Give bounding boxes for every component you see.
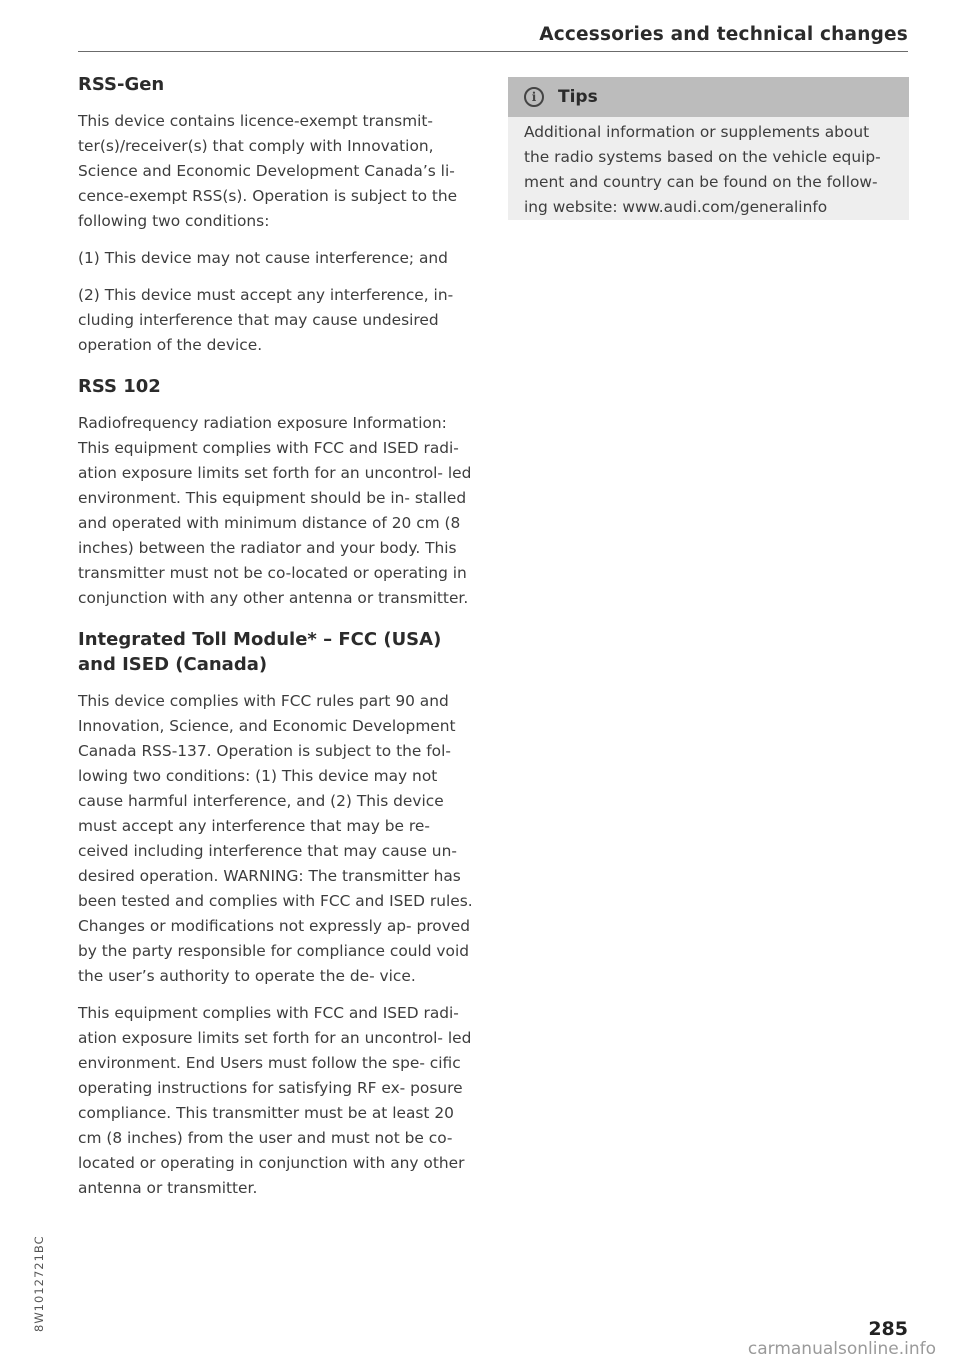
tips-label: Tips	[558, 87, 598, 107]
tips-body: Additional information or supplements about the radio systems based on the vehicle equip- ment and country can be found on the follow- ing website: www.audi.com/generalinfo	[524, 123, 881, 216]
toll-module-paragraph-1: This device complies with FCC rules part 90 and Innovation, Science, and Economic Development Canada RSS-137. Operation is subject to the fol- lowing two conditions: (1) This device may not cause harmful interference, and (2) This device must accept any interference that may be re- ceived including interference that may cause un- desired operation. WARNING: The transmitter has been tested and complies with FCC and ISED rules. Changes or modifications not expressly ap- proved by the party responsible for compliance could void the user’s authority to operate the de- vice.	[78, 692, 473, 985]
left-column	[78, 72, 474, 1213]
tips-header	[508, 77, 909, 117]
rss102-paragraph: Radiofrequency radiation exposure Information: This equipment complies with FCC and ISED radi- ation exposure limits set forth for an uncontrol- led environment. This equipment should be in- stalled and operated with minimum distance of 20 cm (8 inches) between the radiator and your body. This transmitter must not be co-located or operating in conjunction with any other antenna or transmitter.	[78, 414, 472, 607]
rss-gen-paragraph-3: (2) This device must accept any interference, in- cluding interference that may cause undesired operation of the device.	[78, 286, 454, 354]
rss-gen-heading: RSS-Gen	[78, 74, 165, 95]
rss-gen-paragraph-1: This device contains licence-exempt transmit- ter(s)/receiver(s) that comply with Innovation, Science and Economic Development Canada’s li- cence-exempt RSS(s). Operation is subject to the following two conditions:	[78, 112, 458, 230]
document-code: 8W1012721BC	[32, 1235, 46, 1332]
toll-module-paragraph-2: This equipment complies with FCC and ISED radi- ation exposure limits set forth for an uncontrol- led environment. End Users must follow the spe- cific operating instructions for satisfying RF ex- posure compliance. This transmitter must be at least 20 cm (8 inches) from the user and must not be co-located or operating in conjunction with any other antenna or transmitter.	[78, 1004, 472, 1197]
watermark: carmanualsonline.info	[747, 1339, 936, 1359]
page-number: 285	[868, 1318, 908, 1340]
header-divider	[78, 51, 908, 52]
page-header-title: Accessories and technical changes	[539, 24, 908, 45]
tips-box	[508, 77, 909, 220]
rss-gen-paragraph-2: (1) This device may not cause interference; and	[78, 249, 448, 267]
rss102-heading: RSS 102	[78, 376, 161, 397]
info-icon: i	[524, 87, 544, 107]
toll-module-heading: Integrated Toll Module* – FCC (USA) and ISED (Canada)	[78, 629, 442, 675]
